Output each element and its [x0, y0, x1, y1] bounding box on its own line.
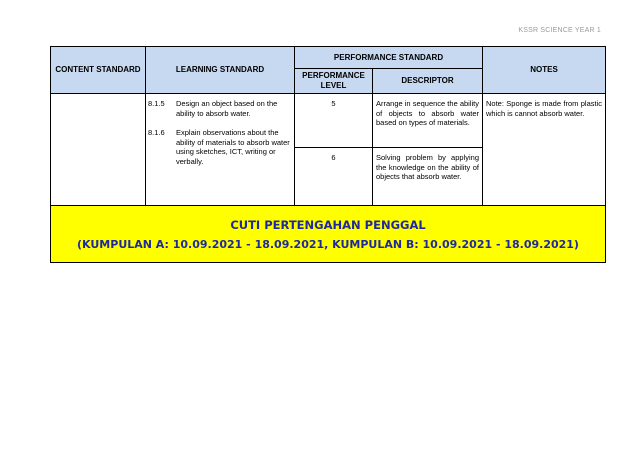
header-notes: NOTES: [483, 47, 606, 94]
content-standard-cell: [51, 94, 146, 206]
learning-standard-text: Explain observations about the ability of materials to absorb water using sketches, ICT, writing or verbally.: [176, 128, 290, 166]
descriptor-cell: Solving problem by applying the knowledge on the ability of objects that absorb water.: [373, 148, 483, 206]
learning-standard-text: Design an object based on the ability to absorb water.: [176, 99, 278, 118]
learning-standard-code: 8.1.6: [148, 128, 165, 138]
notes-cell: Note: Sponge is made from plastic which is cannot absorb water.: [483, 94, 606, 206]
descriptor-cell: Arrange in sequence the ability of objects to absorb water based on types of materials.: [373, 94, 483, 148]
banner-title: CUTI PERTENGAHAN PENGGAL: [230, 217, 426, 232]
performance-level-cell: 5: [295, 94, 373, 148]
performance-level-cell: 6: [295, 148, 373, 206]
learning-standard-code: 8.1.5: [148, 99, 165, 108]
holiday-banner: [51, 206, 606, 263]
performance-standard-table: [50, 46, 606, 263]
learning-standard-item: [146, 128, 294, 166]
learning-standard-item: [146, 99, 294, 118]
header-performance-level: PERFORMANCE LEVEL: [295, 69, 373, 94]
banner-subtitle: (KUMPULAN A: 10.09.2021 - 18.09.2021, KUMPULAN B: 10.09.2021 - 18.09.2021): [77, 237, 579, 251]
header-content-standard: CONTENT STANDARD: [51, 47, 146, 94]
header-learning-standard: LEARNING STANDARD: [146, 47, 295, 94]
header-performance-standard: PERFORMANCE STANDARD: [295, 47, 483, 69]
learning-standard-cell: [146, 94, 295, 206]
header-descriptor: DESCRIPTOR: [373, 69, 483, 94]
running-title: KSSR SCIENCE YEAR 1: [518, 27, 601, 34]
